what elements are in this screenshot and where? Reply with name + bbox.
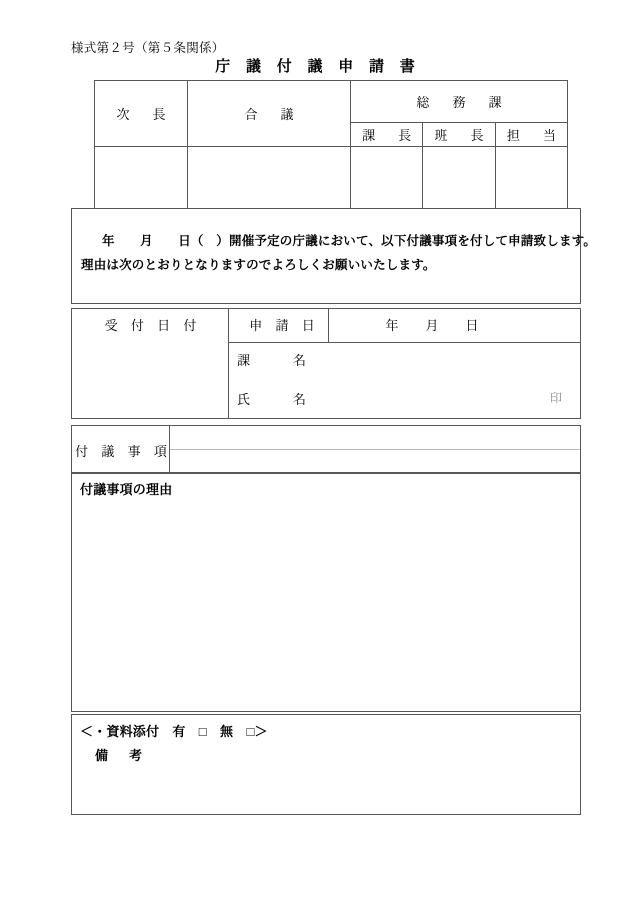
reason-label: 付議事項の理由 bbox=[80, 482, 173, 497]
statement-line-2: 理由は次のとおりとなりますのでよろしくお願いいたします。 bbox=[81, 258, 436, 272]
agenda-label: 付 議 事 項 bbox=[75, 443, 172, 459]
name-label: 氏 名 bbox=[237, 392, 308, 407]
seal-mark: 印 bbox=[549, 391, 562, 405]
application-date-label: 申 請 日 bbox=[249, 318, 320, 333]
application-label-divider bbox=[328, 309, 329, 342]
agenda-writing-rule bbox=[170, 449, 580, 450]
approval-stamp-cell-gougi[interactable] bbox=[188, 147, 351, 216]
application-row-divider bbox=[228, 342, 580, 343]
approval-stamp-cell-jicho[interactable] bbox=[95, 147, 188, 216]
approval-subheader-tantou: 担 当 bbox=[495, 123, 567, 147]
reception-date-label: 受 付 日 付 bbox=[104, 318, 202, 333]
reason-box[interactable] bbox=[71, 473, 581, 712]
remarks-label: 備 考 bbox=[95, 748, 147, 763]
approval-stamp-cell-hancho[interactable] bbox=[423, 147, 495, 216]
department-label: 課 名 bbox=[237, 353, 308, 368]
approval-subheader-hancho: 班 長 bbox=[423, 123, 495, 147]
approval-stamp-cell-tantou[interactable] bbox=[495, 147, 567, 216]
reception-application-box bbox=[71, 308, 581, 419]
approval-subheader-kacho: 課 長 bbox=[351, 123, 423, 147]
approval-header-gougi: 合 議 bbox=[188, 81, 351, 147]
application-date-value[interactable]: 年 月 日 bbox=[385, 318, 486, 333]
page-title: 庁 議 付 議 申 請 書 bbox=[215, 59, 421, 75]
table-row bbox=[95, 147, 568, 216]
remarks-box[interactable] bbox=[71, 714, 581, 815]
statement-box bbox=[71, 208, 597, 304]
approval-stamp-cell-kacho[interactable] bbox=[351, 147, 423, 216]
form-number: 様式第２号（第５条関係） bbox=[71, 41, 225, 55]
approval-header-soumuka: 総 務 課 bbox=[351, 81, 568, 123]
approval-table bbox=[94, 80, 568, 216]
agenda-box bbox=[71, 425, 581, 473]
approval-header-jicho: 次 長 bbox=[95, 81, 188, 147]
attachment-checkbox-line[interactable]: ＜・資料添付 有 □ 無 □＞ bbox=[80, 724, 268, 739]
statement-line-1: 年 月 日（ ）開催予定の庁議において、以下付議事項を付して申請致します。 bbox=[102, 234, 597, 248]
table-row bbox=[95, 81, 568, 123]
